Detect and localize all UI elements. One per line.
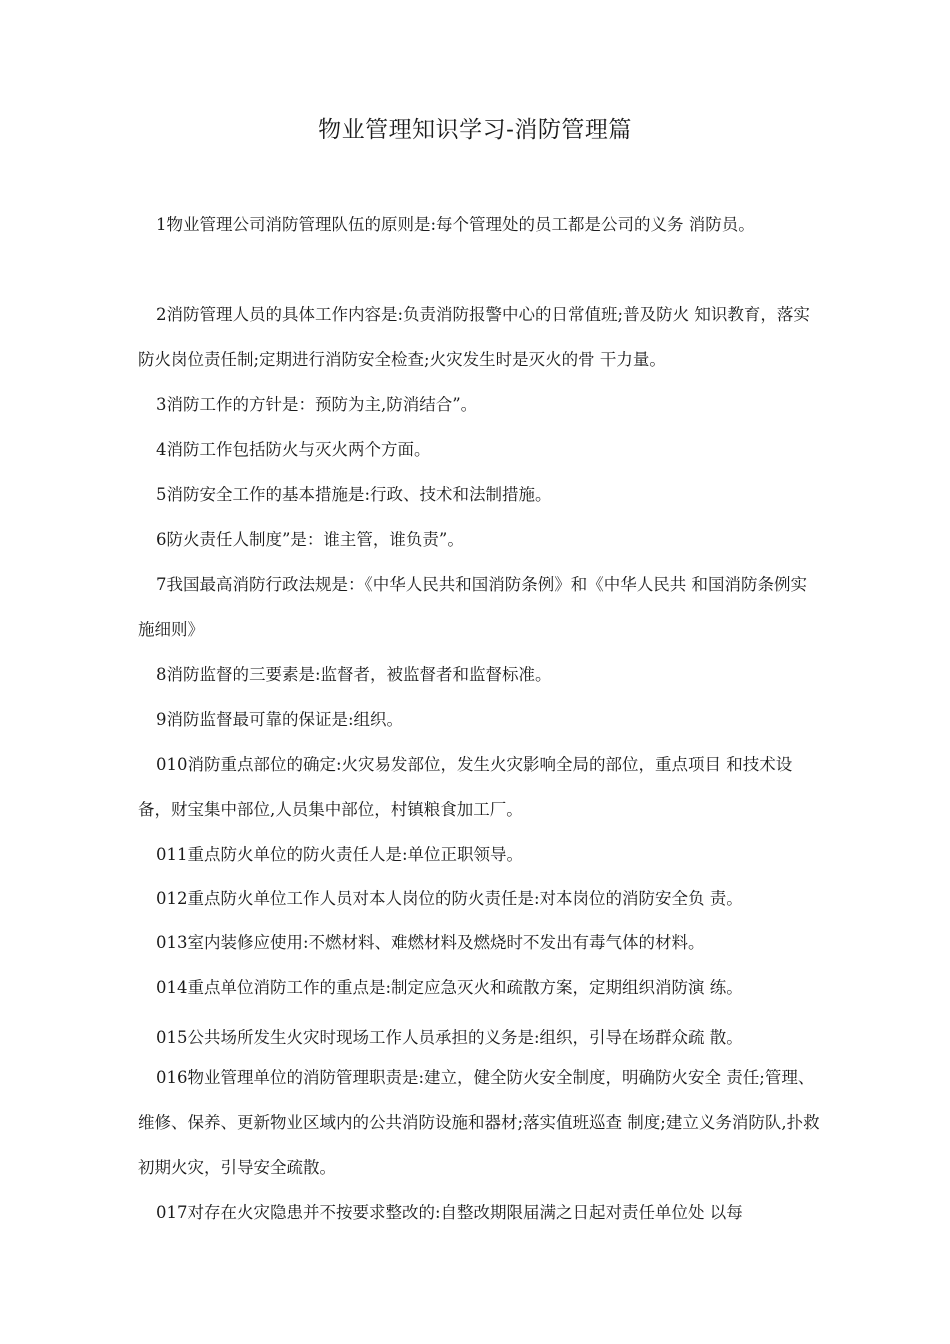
item-2: 2消防管理人员的具体工作内容是:负责消防报警中心的日常值班;普及防火 知识教育，落实防火岗位责任制;定期进行消防安全检查;火灾发生时是灭火的骨 干力量。 [138, 305, 810, 369]
item-10: 010消防重点部位的确定:火灾易发部位，发生火灾影响全局的部位，重点项目 和技术设备，财宝集中部位,人员集中部位，村镇粮食加工厂。 [138, 755, 793, 819]
item-17: 017对存在火灾隐患并不按要求整改的:自整改期限届满之日起对责任单位处 以每 [156, 1203, 743, 1222]
item-9: 9消防监督最可靠的保证是:组织。 [156, 710, 404, 729]
item-3: 3消防工作的方针是：预防为主,防消结合”。 [156, 395, 478, 414]
item-5: 5消防安全工作的基本措施是:行政、技术和法制措施。 [156, 485, 552, 504]
item-12: 012重点防火单位工作人员对本人岗位的防火责任是:对本岗位的消防安全负 责。 [156, 889, 743, 908]
item-13: 013室内装修应使用:不燃材料、难燃材料及燃烧时不发出有毒气体的材料。 [156, 933, 705, 952]
item-1: 1物业管理公司消防管理队伍的原则是:每个管理处的员工都是公司的义务 消防员。 [156, 215, 755, 234]
item-15: 015公共场所发生火灾时现场工作人员承担的义务是:组织，引导在场群众疏 散。 [156, 1028, 743, 1047]
item-14: 014重点单位消防工作的重点是:制定应急灭火和疏散方案，定期组织消防演 练。 [156, 978, 743, 997]
item-16: 016物业管理单位的消防管理职责是:建立，健全防火安全制度，明确防火安全 责任;管理、维修、保养、更新物业区域内的公共消防设施和器材;落实值班巡查 制度;建立义务消防队,扑救初期火灾，引导安全疏散。 [138, 1068, 820, 1177]
document-title: 物业管理知识学习-消防管理篇 [318, 117, 632, 143]
item-6: 6防火责任人制度”是：谁主管，谁负责”。 [156, 530, 464, 549]
item-4: 4消防工作包括防火与灭火两个方面。 [156, 440, 431, 459]
item-11: 011重点防火单位的防火责任人是:单位正职领导。 [156, 845, 524, 864]
item-8: 8消防监督的三要素是:监督者，被监督者和监督标准。 [156, 665, 552, 684]
item-7: 7我国最高消防行政法规是：《中华人民共和国消防条例》和《中华人民共 和国消防条例实施细则》 [138, 575, 807, 639]
